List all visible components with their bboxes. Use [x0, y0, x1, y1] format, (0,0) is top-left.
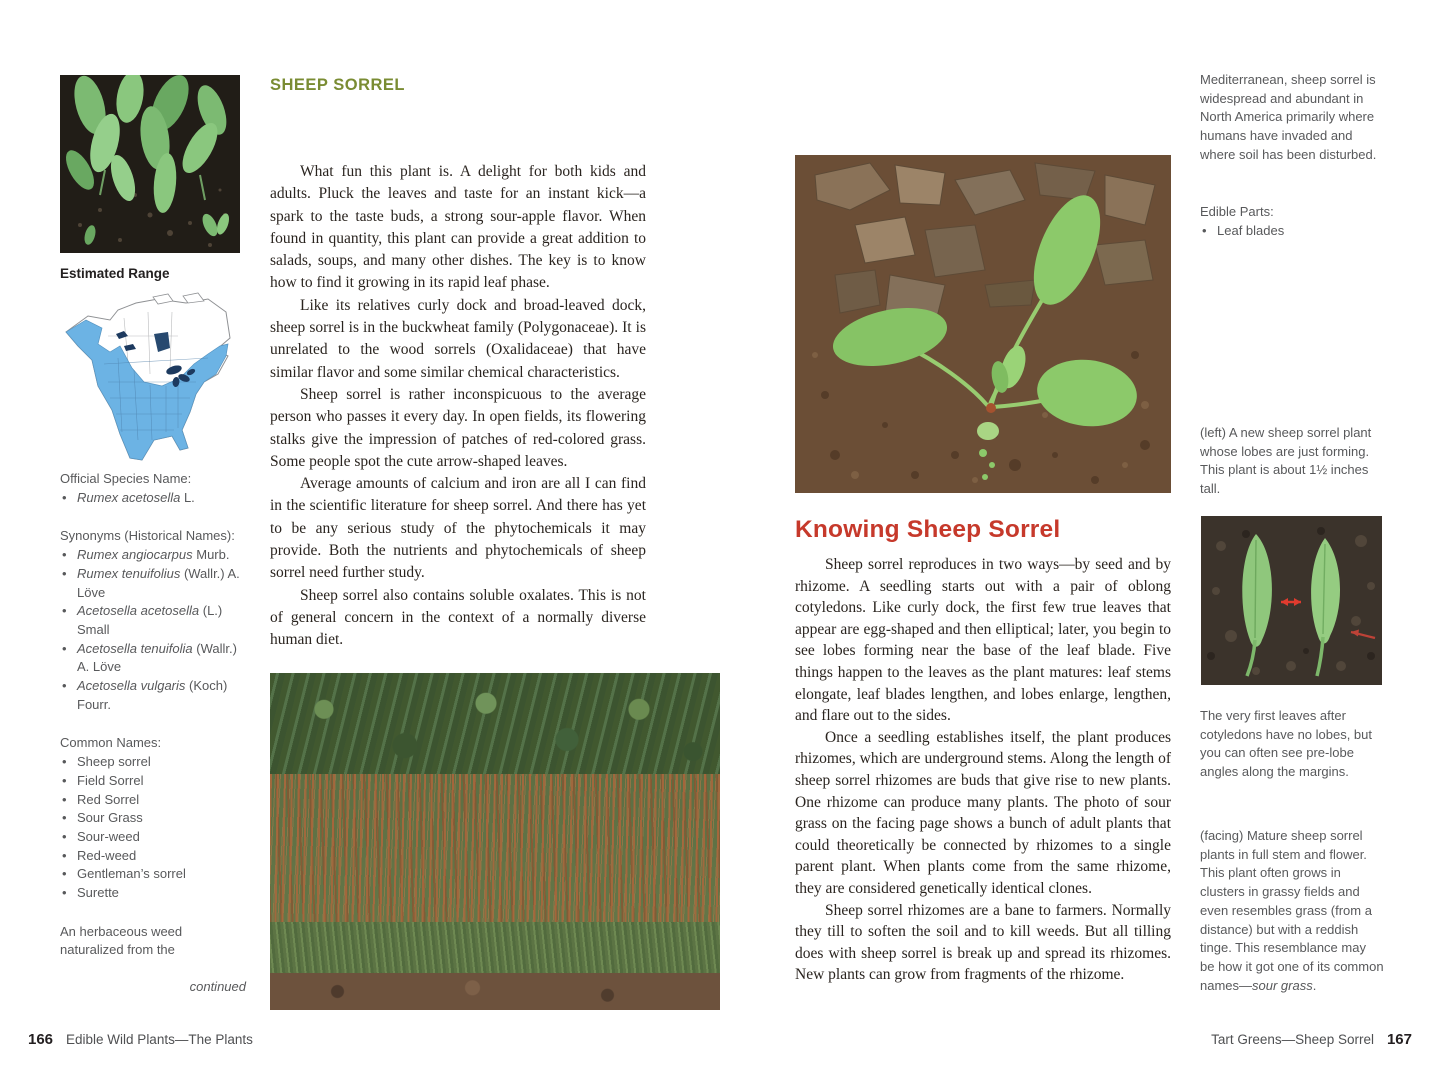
common-name-item: • Sheep sorrel	[60, 753, 248, 772]
body-paragraph: What fun this plant is. A delight for both kids and adults. Pluck the leaves and taste for an instant kick—a spark to the taste buds, a strong sour-apple flavor. When found in quantity, this plant can provide a great addition to salads, soups, and many other dishes. The key is to know how to find it growing in its rapid leaf phase.	[270, 163, 646, 292]
body-paragraph: Sheep sorrel also contains soluble oxalates. This is not of general concern in the context of a normally diverse human diet.	[270, 586, 646, 649]
seedling-photo	[795, 155, 1171, 493]
caption-first-leaves: The very first leaves after cotyledons have no lobes, but you can often see pre-lobe angles along the margins.	[1200, 708, 1373, 780]
edible-parts-group	[1200, 203, 1384, 240]
common-name-item: • Surette	[60, 884, 248, 903]
leaves-photo-graphic	[60, 75, 240, 253]
body-paragraph: Sheep sorrel is rather inconspicuous to the average person who passes it every day. In open fields, its flowering stalks give the impression of patches of red-colored grass. Some people spot the cute arrow-shaped leaves.	[270, 385, 646, 470]
edible-part-item: • Leaf blades	[1200, 222, 1384, 241]
body-paragraph: Sheep sorrel rhizomes are a bane to farmers. Normally they till to soften the soil and to kill weeds. But all tilling does with sheep sorrel is break up and spread its rhizomes. New plants can grow from fragments of the rhizome.	[795, 901, 1171, 984]
synonym-item: • Acetosella tenuifolia (Wallr.) A. Löve	[60, 640, 248, 677]
footer-title-left: Edible Wild Plants—The Plants	[66, 1032, 253, 1047]
seedling-photo-graphic	[795, 155, 1171, 493]
right-page-footer	[1211, 1031, 1412, 1048]
synonyms-group	[60, 527, 248, 714]
synonym-item: • Rumex angiocarpus Murb.	[60, 546, 248, 565]
synonym-item: • Acetosella vulgaris (Koch) Fourr.	[60, 677, 248, 714]
caption-facing	[1200, 827, 1384, 995]
common-name-item: • Gentleman’s sorrel	[60, 865, 248, 884]
right-page-body	[795, 554, 1171, 986]
body-paragraph: Once a seedling establishes itself, the plant produces rhizomes, which are underground stems. Along the length of sheep sorrel rhizomes are buds that give rise to new plants. One rhizome can produce many plants. The photo of sour grass on the facing page shows a bunch of adult plants that could theoretically be connected by rhizomes to a single parent plant. When plants come from the same rhizome, they are considered genetically identical clones.	[795, 728, 1171, 897]
page-number-right: 167	[1386, 1031, 1412, 1048]
common-names-label: Common Names:	[60, 735, 162, 751]
left-page-main-column	[270, 76, 646, 652]
field-photo-dirt	[270, 973, 720, 1010]
common-name-item: • Field Sorrel	[60, 772, 248, 791]
caption-facing-period: .	[1312, 977, 1317, 993]
synonym-item: • Acetosella acetosella (L.) Small	[60, 602, 248, 639]
range-map	[57, 290, 237, 462]
official-species-name-label: Official Species Name:	[60, 471, 192, 486]
page-title: SHEEP SORREL	[270, 76, 405, 94]
section-heading: Knowing Sheep Sorrel	[795, 516, 1061, 543]
left-page-body	[270, 161, 646, 652]
synonym-item: • Rumex tenuifolius (Wallr.) A. Löve	[60, 565, 248, 602]
left-sidebar-lists	[60, 470, 248, 997]
official-species-name-item: • Rumex acetosella L.	[60, 489, 248, 508]
right-page-main-column	[795, 516, 1171, 986]
estimated-range-label: Estimated Range	[60, 266, 170, 281]
common-names-group	[60, 734, 248, 902]
caption-facing-text: (facing) Mature sheep sorrel plants in full stem and flower. This plant often grows in clusters in grassy fields and even resembles grass (from a distance) but with a reddish tinge. This resemblance may be how it got one of its common names—	[1200, 828, 1384, 993]
field-photo-grass	[270, 922, 720, 979]
page-number-left: 166	[28, 1031, 54, 1048]
body-paragraph: Like its relatives curly dock and broad-leaved dock, sheep sorrel is in the buckwheat family (Polygonaceae). It is unrelated to the wood sorrels (Oxalidaceae) that have similar flavor and some similar chemical characteristics.	[270, 296, 646, 381]
body-paragraph: Average amounts of calcium and iron are all I can find in the scientific literature for sheep sorrel. And there has yet to be any serious study of the phytochemicals it may provide. Both the nutrients and phytochemicals of sheep sorrel need further study.	[270, 475, 646, 582]
sour-grass-field-photo	[270, 673, 720, 1010]
common-name-item: • Red Sorrel	[60, 791, 248, 810]
north-america-map-graphic	[57, 290, 237, 462]
common-name-item: • Sour-weed	[60, 828, 248, 847]
common-name-item: • Sour Grass	[60, 809, 248, 828]
sidebar-continuation-text: An herbaceous weed naturalized from the	[60, 923, 183, 958]
caption-left-photo: (left) A new sheep sorrel plant whose lobes are just forming. This plant is about 1½ inches tall.	[1200, 425, 1372, 497]
right-sidebar-intro: Mediterranean, sheep sorrel is widespread and abundant in North America primarily where humans have invaded and where soil has been disturbed.	[1200, 72, 1377, 162]
synonyms-label: Synonyms (Historical Names):	[60, 528, 235, 544]
edible-parts-label: Edible Parts:	[1200, 204, 1274, 219]
continued-label: continued	[189, 979, 246, 995]
caption-facing-italic: sour grass	[1252, 977, 1313, 993]
footer-title-right: Tart Greens—Sheep Sorrel	[1211, 1032, 1374, 1047]
common-name-item: • Red-weed	[60, 847, 248, 866]
sheep-sorrel-leaves-photo	[60, 75, 240, 253]
body-paragraph: Sheep sorrel reproduces in two ways—by seed and by rhizome. A seedling starts out with a pair of oblong cotyledons. Like curly dock, the first few true leaves that appear are egg-shaped and then elliptical; later, you begin to see lobes forming near the base of the leaf blade. Five things happen to the leaves as the plant matures: leaf stems elongate, leaf blades lengthen, and lobes enlarge, lengthen, and flare out to the sides.	[795, 556, 1171, 725]
left-page-footer	[28, 1031, 253, 1048]
field-photo-red-stalks	[270, 774, 720, 936]
first-leaves-photo	[1201, 516, 1382, 685]
official-species-name-group	[60, 470, 248, 507]
first-leaves-photo-graphic	[1201, 516, 1382, 685]
